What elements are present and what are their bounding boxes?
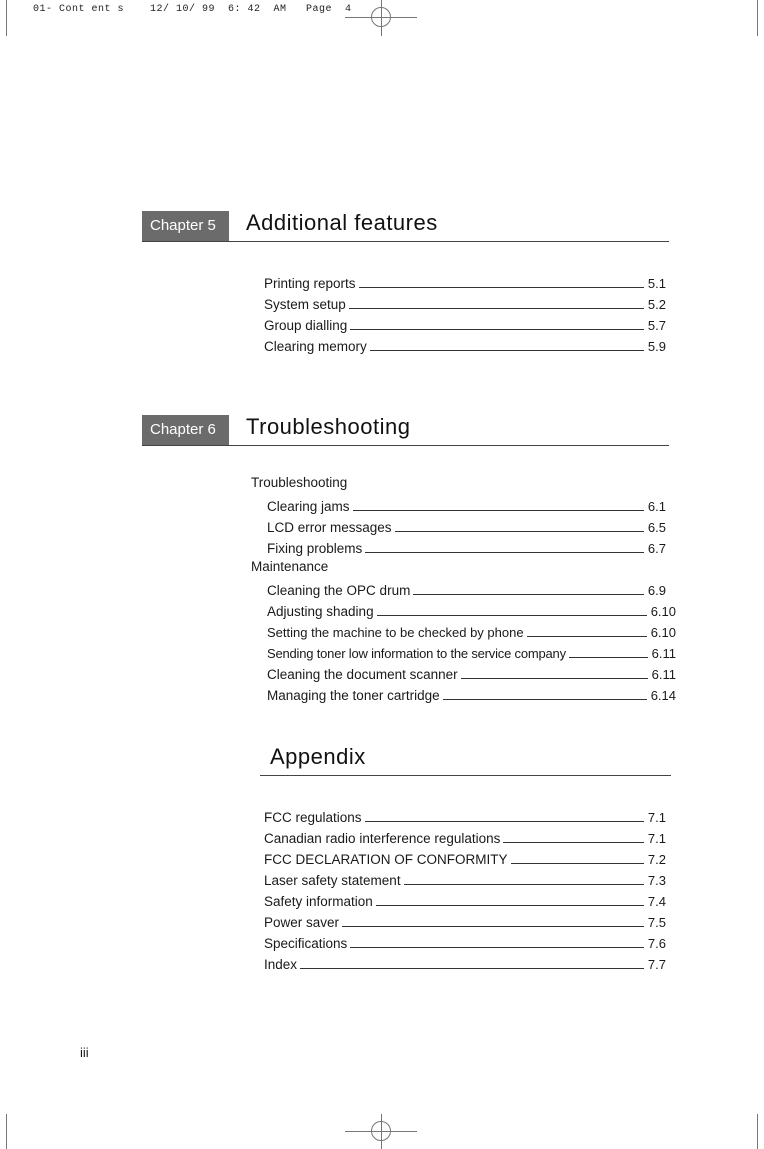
toc-entry[interactable]: Printing reports 5.1 bbox=[264, 276, 666, 291]
crop-mark-bottom-right bbox=[757, 1114, 758, 1149]
toc-entry[interactable]: Index 7.7 bbox=[264, 957, 666, 972]
toc-entry[interactable]: Adjusting shading 6.10 bbox=[267, 604, 676, 619]
chapter-5-rule bbox=[142, 241, 669, 242]
crop-mark-top-left bbox=[6, 0, 7, 36]
toc-entry[interactable]: Canadian radio interference regulations 7.1 bbox=[264, 831, 666, 846]
chapter-5-title: Additional features bbox=[246, 210, 438, 235]
toc-entry[interactable]: FCC regulations 7.1 bbox=[264, 810, 666, 825]
chapter-5-badge: Chapter 5 bbox=[142, 211, 229, 241]
toc-entry[interactable]: FCC DECLARATION OF CONFORMITY 7.2 bbox=[264, 852, 666, 867]
toc-entry[interactable]: System setup 5.2 bbox=[264, 297, 666, 312]
toc-entry[interactable]: Clearing jams 6.1 bbox=[267, 499, 666, 514]
toc-entry[interactable]: Clearing memory 5.9 bbox=[264, 339, 666, 354]
toc-entry[interactable]: Managing the toner cartridge 6.14 bbox=[267, 688, 676, 703]
toc-group-heading: Maintenance bbox=[251, 559, 329, 574]
toc-entry[interactable]: Safety information 7.4 bbox=[264, 894, 666, 909]
crop-mark-bottom-left bbox=[6, 1114, 7, 1149]
page-number: iii bbox=[80, 1045, 89, 1060]
toc-entry[interactable]: Laser safety statement 7.3 bbox=[264, 873, 666, 888]
toc-entry[interactable]: Fixing problems 6.7 bbox=[267, 541, 666, 556]
toc-entry[interactable]: Specifications 7.6 bbox=[264, 936, 666, 951]
toc-entry[interactable]: Sending toner low information to the service company 6.11 bbox=[267, 646, 676, 661]
chapter-6-badge: Chapter 6 bbox=[142, 415, 229, 445]
crop-mark-top-right bbox=[757, 0, 758, 36]
appendix-rule bbox=[260, 775, 671, 776]
registration-mark-top-icon bbox=[371, 7, 391, 27]
registration-mark-bottom-icon bbox=[371, 1121, 391, 1141]
chapter-6-rule bbox=[142, 445, 669, 446]
toc-entry[interactable]: Power saver 7.5 bbox=[264, 915, 666, 930]
toc-entry[interactable]: Cleaning the document scanner 6.11 bbox=[267, 667, 676, 682]
toc-entry[interactable]: LCD error messages 6.5 bbox=[267, 520, 666, 535]
chapter-6-title: Troubleshooting bbox=[246, 414, 411, 439]
print-header: 01- Cont ent s 12/ 10/ 99 6: 42 AM Page 4 bbox=[33, 4, 352, 15]
toc-entry[interactable]: Cleaning the OPC drum 6.9 bbox=[267, 583, 666, 598]
appendix-title: Appendix bbox=[270, 744, 366, 769]
toc-entry[interactable]: Group dialling 5.7 bbox=[264, 318, 666, 333]
toc-entry[interactable]: Setting the machine to be checked by phone 6.10 bbox=[267, 625, 676, 640]
toc-group-heading: Troubleshooting bbox=[251, 475, 348, 490]
